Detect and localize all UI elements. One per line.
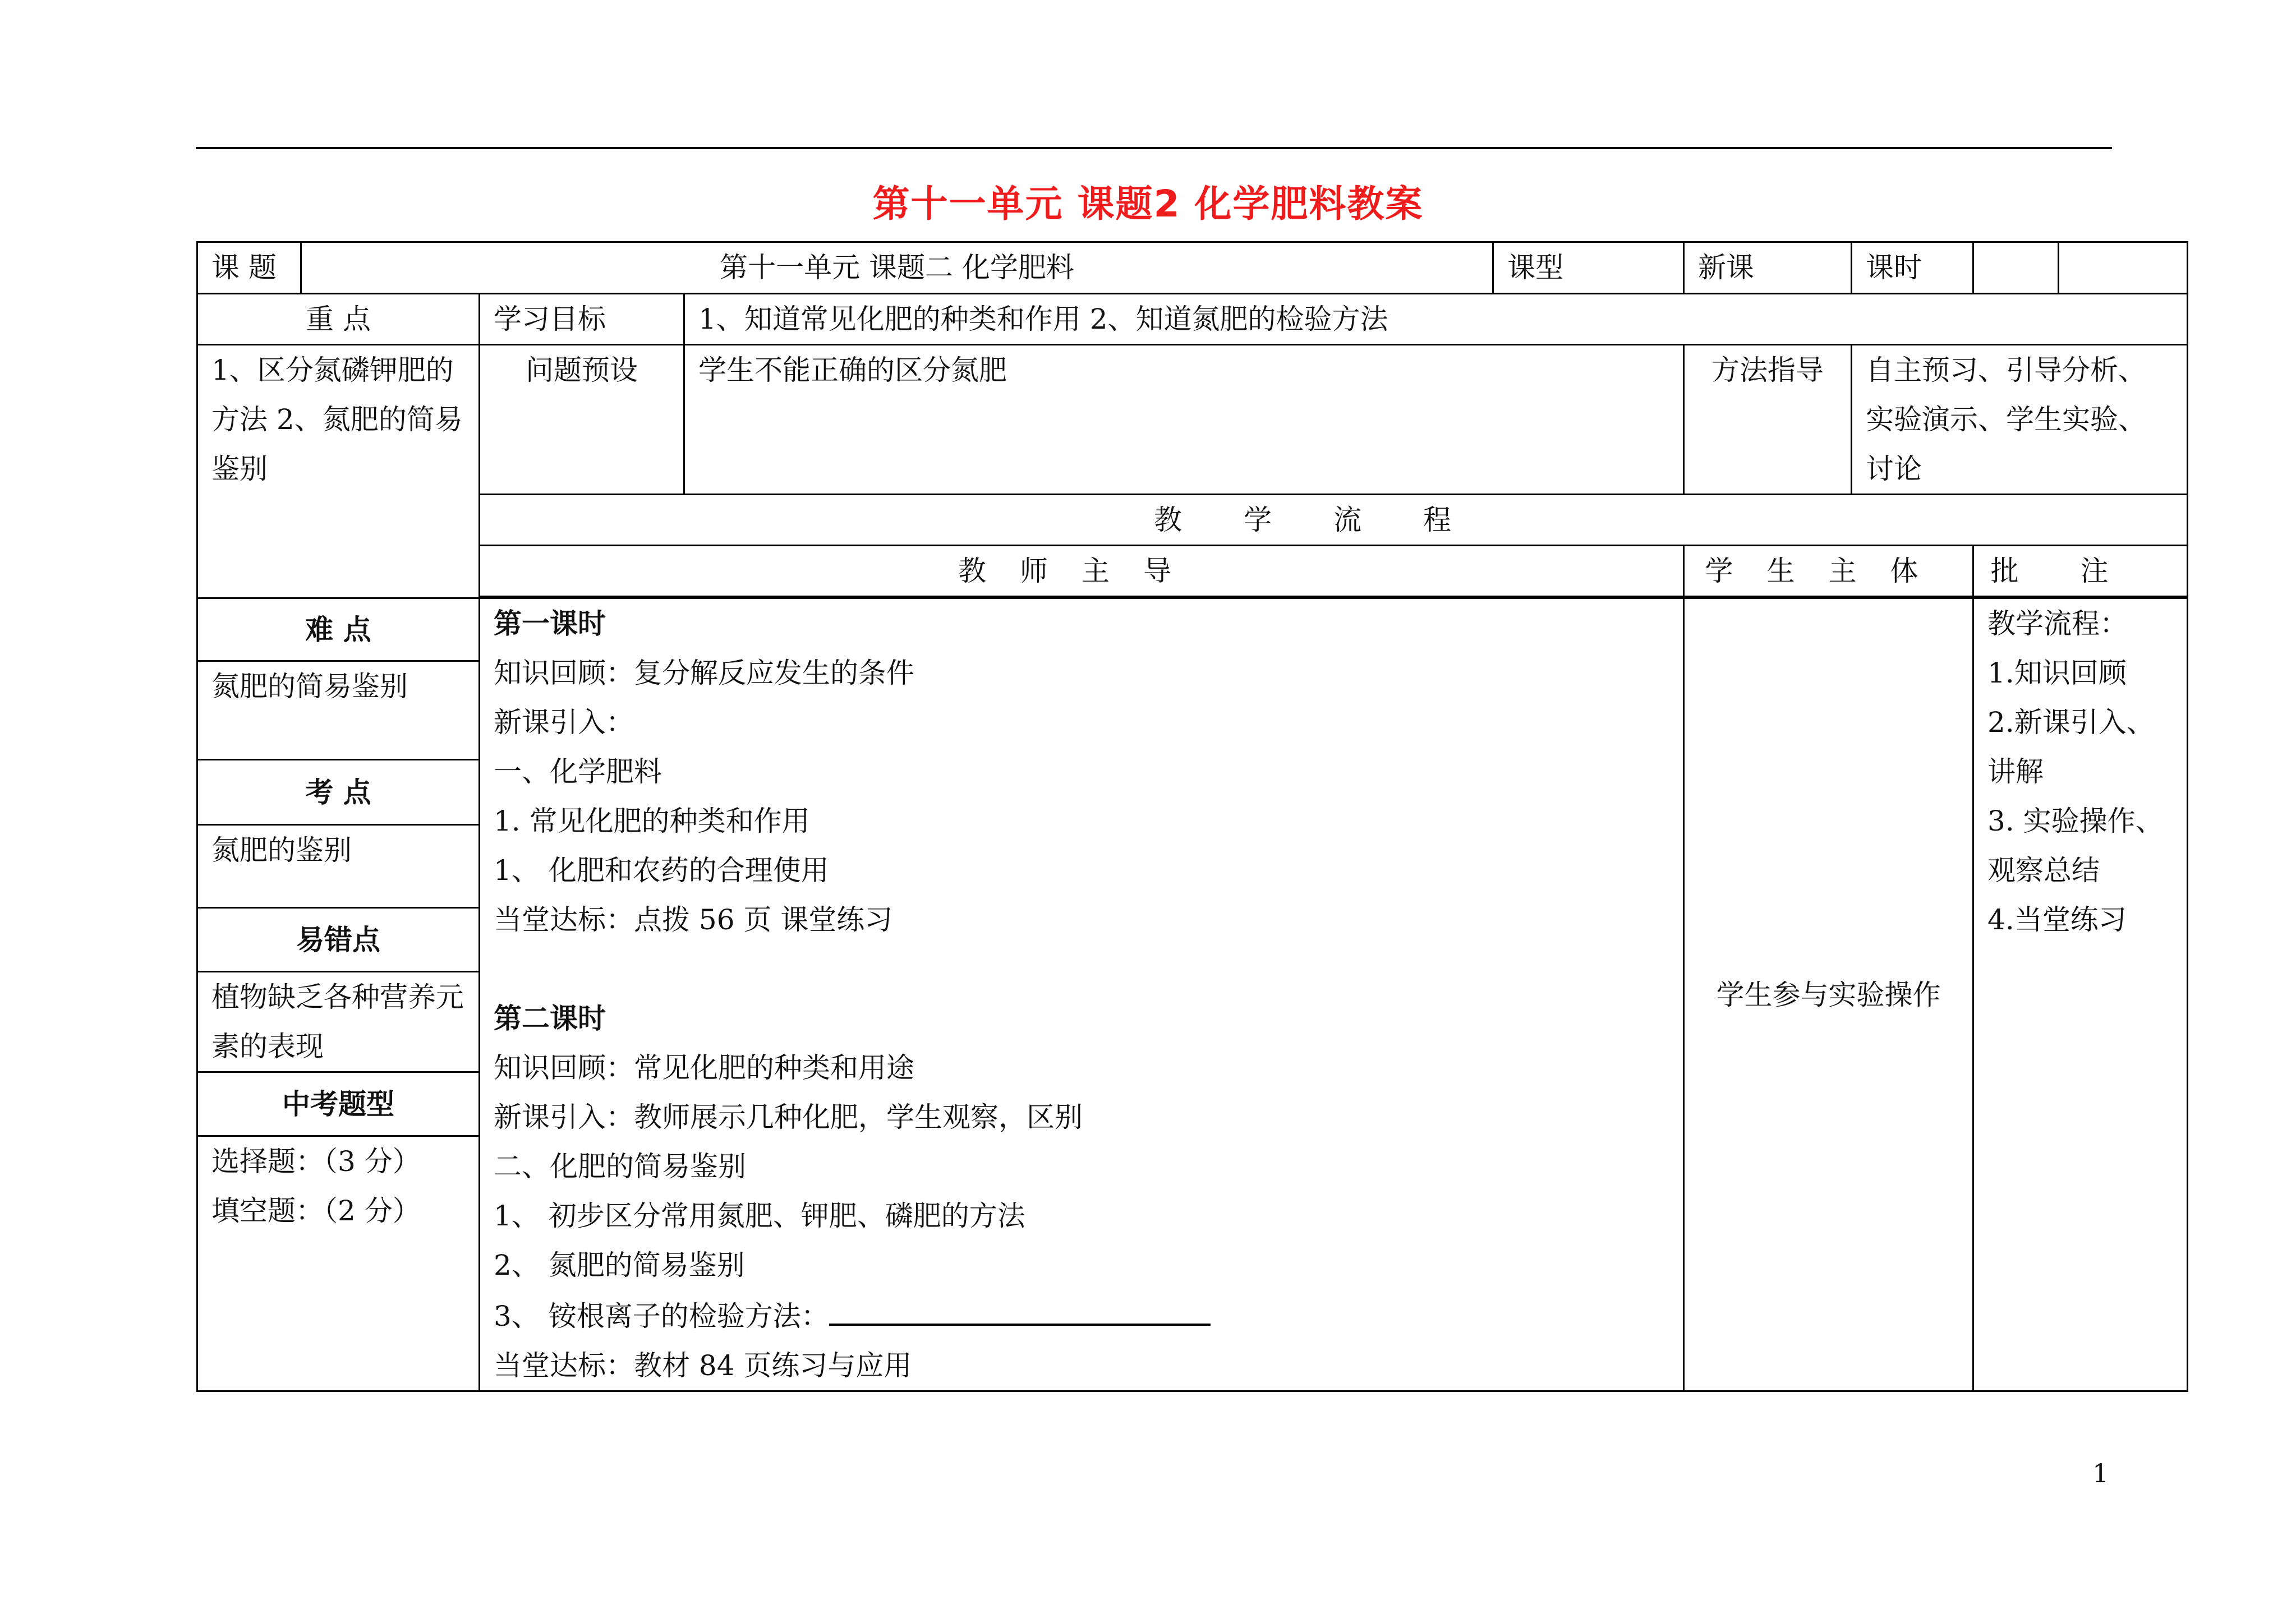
- lesson1-line: 1. 常见化肥的种类和作用: [494, 805, 810, 837]
- fill-in-blank: [829, 1290, 1211, 1326]
- error-point-value: 植物缺乏各种营养元素的表现: [197, 972, 480, 1072]
- hours-value: [1973, 242, 2059, 294]
- lesson1-line: 新课引入：: [494, 706, 634, 739]
- notes-column-header: 批注: [1973, 546, 2188, 597]
- notes-item: 1.知识回顾: [1987, 657, 2127, 689]
- teaching-flow-header: 教学流程: [480, 495, 2188, 546]
- lesson2-title: 第二课时: [494, 1002, 606, 1035]
- header-rule: [196, 147, 2112, 149]
- problem-label: 问题预设: [480, 345, 684, 495]
- page-number: 1: [2092, 1458, 2109, 1488]
- objectives-value: 1、知道常见化肥的种类和作用 2、知道氮肥的检验方法: [684, 294, 2188, 345]
- exam-point-label: 考 点: [197, 760, 480, 825]
- lesson2-line: 新课引入：教师展示几种化肥，学生观察，区别: [494, 1101, 1083, 1133]
- question-type: 填空题：（2 分）: [211, 1195, 421, 1227]
- teacher-column-header: 教师主导: [480, 546, 1684, 597]
- method-value: 自主预习、引导分析、实验演示、学生实验、讨论: [1852, 345, 2188, 495]
- document-title: 第十一单元 课题2 化学肥料教案: [872, 182, 1424, 225]
- question-type: 选择题：（3 分）: [211, 1145, 421, 1178]
- lesson-plan-table: [196, 241, 2188, 1392]
- lesson2-line: 1、 初步区分常用氮肥、钾肥、磷肥的方法: [494, 1200, 1025, 1232]
- final-line: 当堂达标：教材 84 页练习与应用: [494, 1349, 912, 1382]
- lesson2-line: 知识回顾：常见化肥的种类和用途: [494, 1052, 914, 1084]
- ammonium-test-label: 3、 铵根离子的检验方法：: [494, 1300, 829, 1332]
- lesson1-title: 第一课时: [494, 607, 606, 640]
- exam-point-value: 氮肥的鉴别: [197, 825, 480, 908]
- difficulty-value: 氮肥的简易鉴别: [197, 661, 480, 760]
- notes-title: 教学流程：: [1987, 607, 2128, 640]
- spacer: [494, 944, 1669, 994]
- notes-item: 4.当堂练习: [1987, 903, 2127, 936]
- exam-question-value: [197, 1136, 480, 1391]
- topic-value: 第十一单元 课题二 化学肥料: [301, 242, 1493, 294]
- objectives-label: 学习目标: [480, 294, 684, 345]
- teacher-content: [480, 598, 1684, 1391]
- topic-label: 课 题: [197, 242, 301, 294]
- lesson2-line: 二、化肥的简易鉴别: [494, 1150, 746, 1183]
- lesson1-line: 一、化学肥料: [494, 755, 662, 788]
- student-content: 学生参与实验操作: [1684, 598, 1973, 1391]
- type-label: 课型: [1493, 242, 1684, 294]
- lesson1-line: 当堂达标：点拨 56 页 课堂练习: [494, 903, 893, 936]
- notes-item: 2.新课引入、讲解: [1987, 706, 2155, 788]
- lesson2-line: 2、 氮肥的简易鉴别: [494, 1249, 745, 1281]
- hours-label: 课时: [1852, 242, 1973, 294]
- problem-value: 学生不能正确的区分氮肥: [684, 345, 1684, 495]
- notes-item: 3. 实验操作、观察总结: [1987, 805, 2164, 887]
- ammonium-test-line: [494, 1290, 1669, 1341]
- error-point-label: 易错点: [197, 908, 480, 972]
- notes-content: [1973, 598, 2188, 1391]
- key-points-label: 重 点: [197, 294, 480, 345]
- type-value: 新课: [1684, 242, 1852, 294]
- student-column-header: 学生主体: [1684, 546, 1973, 597]
- exam-question-label: 中考题型: [197, 1072, 480, 1136]
- key-points-content: 1、区分氮磷钾肥的方法 2、氮肥的简易鉴别: [197, 345, 480, 598]
- hours-extra: [2059, 242, 2188, 294]
- lesson1-line: 知识回顾：复分解反应发生的条件: [494, 657, 914, 689]
- difficulty-label: 难 点: [197, 598, 480, 661]
- lesson1-line: 1、 化肥和农药的合理使用: [494, 854, 829, 887]
- method-label: 方法指导: [1684, 345, 1852, 495]
